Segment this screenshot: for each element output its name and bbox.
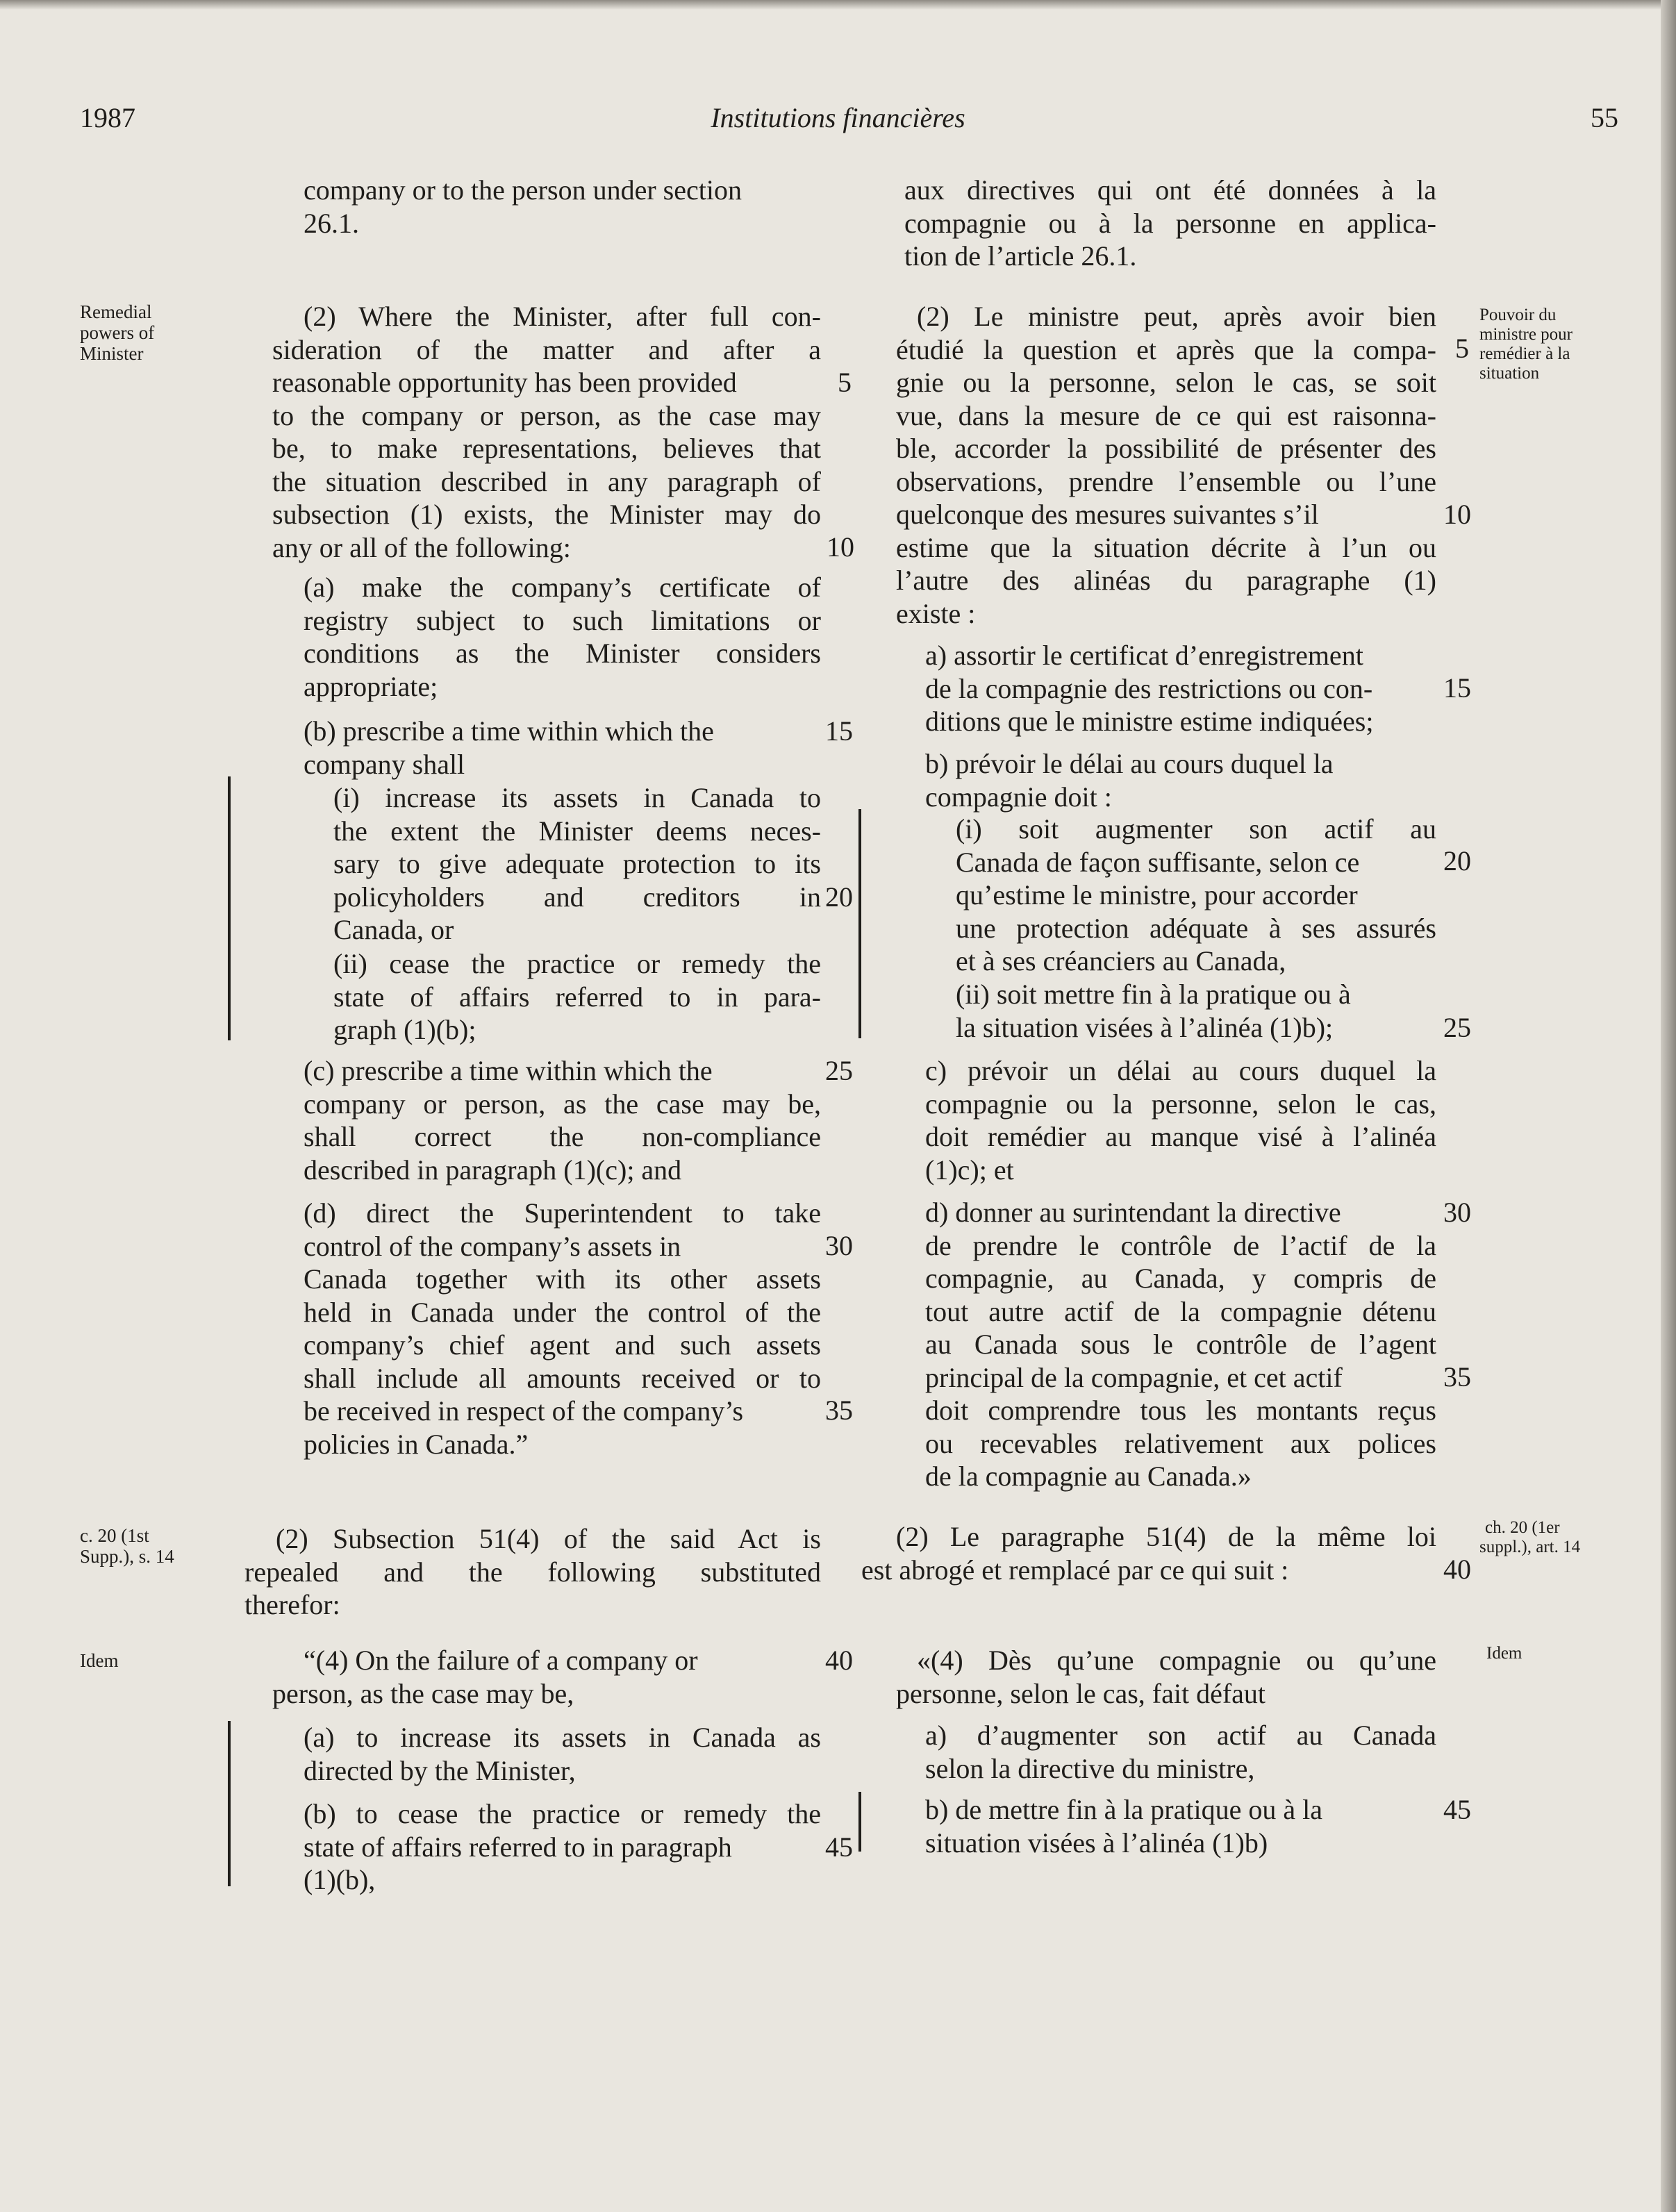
fr-amending-subsection-2: (2) Le paragraphe 51(4) de la même loi est abrogé et remplacé par ce qui suit : xyxy=(861,1521,1436,1586)
en-paragraph-a: (a) make the company’s certificate of registry subject to such limitations or conditions as the Minister considers appropriate; xyxy=(304,572,821,702)
line-number: 5 xyxy=(838,367,852,398)
line-number: 40 xyxy=(825,1645,853,1676)
margin-note-ch20: ch. 20 (1er suppl.), art. 14 xyxy=(1479,1518,1581,1556)
line-number: 25 xyxy=(825,1055,853,1086)
revision-bar-fr-1 xyxy=(858,809,861,1038)
margin-note-pouvoir-ministre: Pouvoir du ministre pour remédier à la situation xyxy=(1479,306,1573,383)
line-number: 20 xyxy=(1443,845,1471,876)
fr-sous-alinea-i: (i) soit augmenter son actif au Canada de façon suffisante, selon ce qu’estime le ministre, pour accorder une protection adéquate à ses assurés et à ses créanciers au Canada, xyxy=(956,813,1436,976)
en-paragraph-b: (b) prescribe a time within which the company shall xyxy=(304,715,714,780)
page-right-edge xyxy=(1661,0,1676,2212)
fr-new-alinea-a: a) d’augmenter son actif au Canada selon la directive du ministre, xyxy=(925,1720,1436,1784)
en-subparagraph-i: (i) increase its assets in Canada to the extent the Minister deems neces- sary to give adequate protection to its policyholders and creditors in Canada, or xyxy=(333,782,821,945)
en-paragraph-c: (c) prescribe a time within which the company or person, as the case may be, shall correct the non-compliance described in paragraph (1)(c); and xyxy=(304,1055,821,1186)
en-paragraph-d: (d) direct the Superintendent to take control of the company’s assets in Canada together with its other assets held in Canada under the control of the company’s chief agent and such assets shall include all amounts received or to be received in respect of the company’s policies in Canada.” xyxy=(304,1197,821,1460)
line-number: 30 xyxy=(1443,1197,1471,1228)
margin-note-remedial-powers: Remedial powers of Minister xyxy=(80,301,155,364)
fr-alinea-c: c) prévoir un délai au cours duquel la compagnie ou la personne, selon le cas, doit remédier au manque visé à l’alinéa (1)c); et xyxy=(925,1055,1436,1186)
fr-subsection-2: (2) Le ministre peut, après avoir bien étudié la question et après que la compa- gnie ou la personne, selon le cas, se soit vue, dans la mesure de ce qui est raisonna- ble, accorder la possibilité de présenter des observations, prendre l’ensemble ou l’une quelconque des mesures suivantes s’il estime que la situation décrite à l’un ou l’autre des alinéas du paragraphe (1) existe : xyxy=(896,301,1436,629)
line-number: 25 xyxy=(1443,1012,1471,1043)
fr-alinea-b: b) prévoir le délai au cours duquel la compagnie doit : xyxy=(925,748,1334,813)
en-new-paragraph-a: (a) to increase its assets in Canada as directed by the Minister, xyxy=(304,1722,821,1786)
revision-bar-fr-2 xyxy=(858,1792,861,1852)
line-number: 5 xyxy=(1455,333,1469,364)
line-number: 45 xyxy=(1443,1794,1471,1825)
margin-note-c20: c. 20 (1st Supp.), s. 14 xyxy=(80,1525,174,1567)
line-number: 15 xyxy=(825,715,853,747)
line-number: 10 xyxy=(827,531,854,563)
line-number: 10 xyxy=(1443,499,1471,530)
line-number: 15 xyxy=(1443,672,1471,704)
fr-new-subsection-4: «(4) Dès qu’une compagnie ou qu’une personne, selon le cas, fait défaut xyxy=(896,1645,1436,1709)
en-subparagraph-ii: (ii) cease the practice or remedy the state of affairs referred to in para- graph (1)(b); xyxy=(333,948,821,1045)
revision-bar-en-1 xyxy=(228,776,231,1040)
line-number: 35 xyxy=(1443,1361,1471,1392)
en-paragraph-continuation: company or to the person under section 26.1. xyxy=(304,174,742,239)
header-title: Institutions financières xyxy=(711,102,965,133)
en-new-paragraph-b: (b) to cease the practice or remedy the state of affairs referred to in paragraph (1)(b), xyxy=(304,1798,821,1895)
header-year: 1987 xyxy=(80,102,135,133)
fr-sous-alinea-ii: (ii) soit mettre fin à la pratique ou à la situation visées à l’alinéa (1)b); xyxy=(956,979,1351,1043)
line-number: 45 xyxy=(825,1831,853,1863)
fr-alinea-a: a) assortir le certificat d’enregistrement de la compagnie des restrictions ou con- ditions que le ministre estime indiquées; xyxy=(925,640,1374,737)
en-subsection-2: (2) Where the Minister, after full con- sideration of the matter and after a reasonable opportunity has been provided to the company or person, as the case may be, to make representations, believes that the situation described in any paragraph of subsection (1) exists, the Minister may do any or all of the following: xyxy=(272,301,821,563)
en-amending-subsection-2: (2) Subsection 51(4) of the said Act is repealed and the following substituted therefor: xyxy=(244,1523,821,1620)
line-number: 40 xyxy=(1443,1554,1471,1585)
page-top-shadow xyxy=(0,0,1676,10)
page-number: 55 xyxy=(1591,102,1618,133)
revision-bar-en-2 xyxy=(228,1721,231,1886)
line-number: 20 xyxy=(825,881,853,913)
fr-paragraph-continuation: aux directives qui ont été données à la compagnie ou à la personne en applica- tion de l’article 26.1. xyxy=(904,174,1436,272)
margin-note-idem-en: Idem xyxy=(80,1650,119,1671)
fr-alinea-d: d) donner au surintendant la directive de prendre le contrôle de l’actif de la compagnie, au Canada, y compris de tout autre actif de la compagnie détenu au Canada sous le contrôle de l’agent principal de la compagnie, et cet actif doit comprendre tous les montants reçus ou recevables relativement aux polices de la compagnie au Canada.» xyxy=(925,1197,1436,1492)
margin-note-idem-fr: Idem xyxy=(1486,1644,1522,1663)
fr-new-alinea-b: b) de mettre fin à la pratique ou à la situation visées à l’alinéa (1)b) xyxy=(925,1794,1322,1858)
line-number: 30 xyxy=(825,1230,853,1261)
line-number: 35 xyxy=(825,1395,853,1426)
en-new-subsection-4: “(4) On the failure of a company or person, as the case may be, xyxy=(272,1645,698,1709)
